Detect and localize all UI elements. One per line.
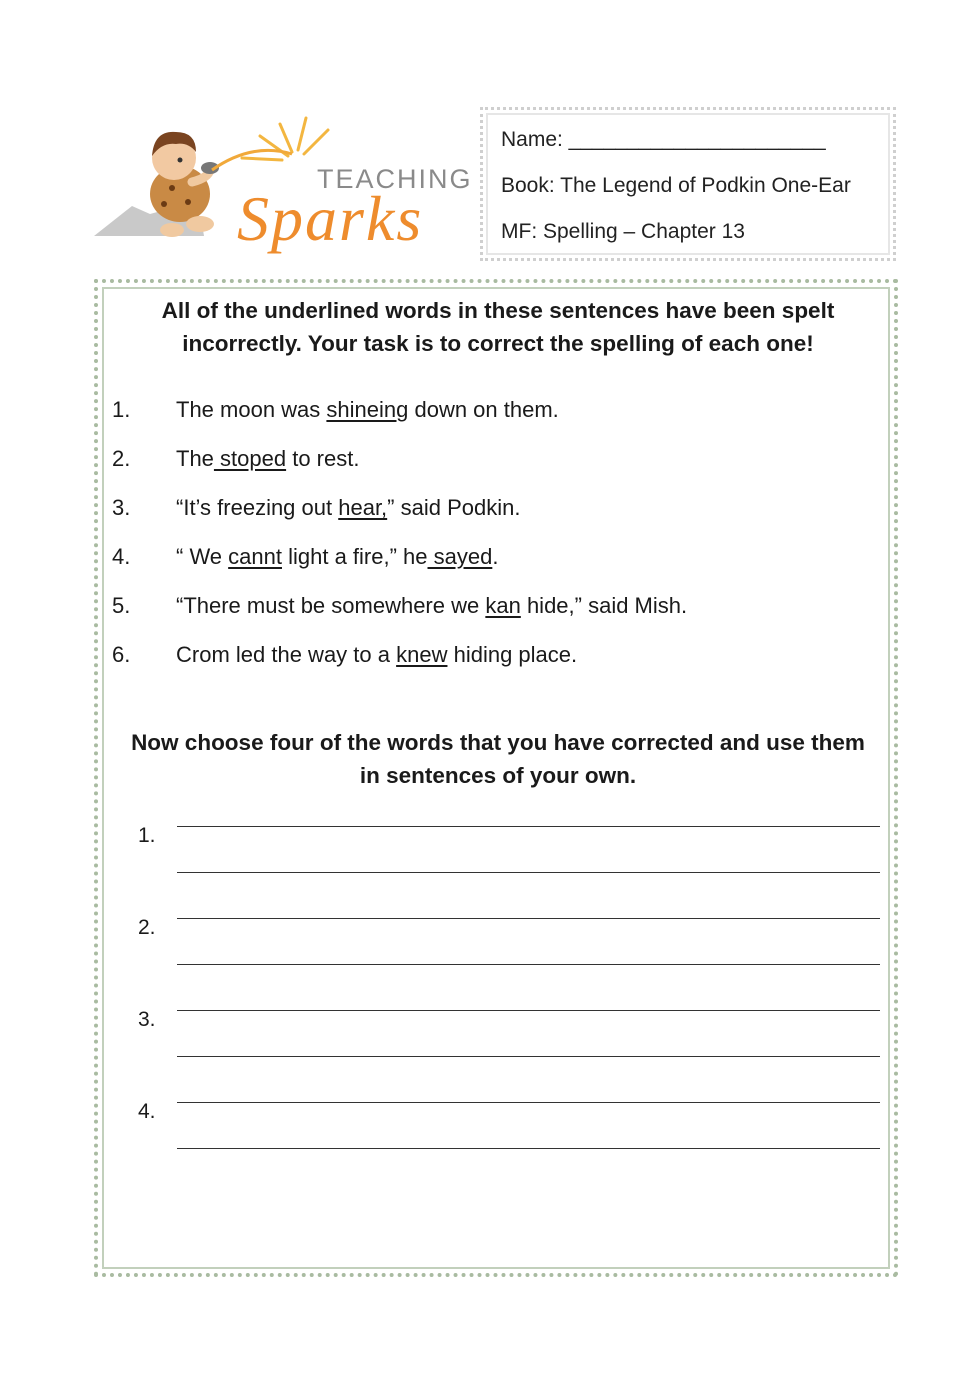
writing-line[interactable] bbox=[177, 1056, 880, 1057]
logo-sparks-text: Sparks bbox=[237, 183, 424, 254]
question-number: 3. bbox=[112, 495, 131, 520]
instructions-part1: All of the underlined words in these sentences have been spelt incorrectly. Your task is to correct the spelling of each one! bbox=[161, 298, 835, 356]
writing-line[interactable] bbox=[177, 918, 880, 919]
writing-line[interactable] bbox=[177, 964, 880, 965]
name-field[interactable]: Name: ______________________ bbox=[501, 128, 826, 151]
misspelled-word: kan bbox=[485, 593, 521, 618]
instructions-part2: Now choose four of the words that you have corrected and use them in sentences of your own. bbox=[131, 730, 865, 788]
writing-number-4: 4. bbox=[138, 1100, 156, 1123]
misspelled-word: hear, bbox=[338, 495, 388, 520]
book-title: Book: The Legend of Podkin One-Ear bbox=[501, 174, 851, 197]
question-text: “ We cannt light a fire,” he sayed. bbox=[176, 544, 499, 569]
worksheet-panel bbox=[94, 279, 898, 1277]
question-number: 1. bbox=[112, 397, 131, 422]
writing-number-2: 2. bbox=[138, 916, 156, 939]
logo-teaching-text: TEACHING bbox=[317, 164, 473, 194]
writing-line[interactable] bbox=[177, 1148, 880, 1149]
question-text: “There must be somewhere we kan hide,” said Mish. bbox=[176, 593, 688, 618]
misspelled-word: cannt bbox=[228, 544, 282, 569]
question-text: The stoped to rest. bbox=[176, 446, 360, 471]
misspelled-word: knew bbox=[396, 642, 448, 667]
question-text: Crom led the way to a knew hiding place. bbox=[176, 642, 578, 667]
teaching-sparks-logo bbox=[92, 112, 473, 262]
writing-line[interactable] bbox=[177, 872, 880, 873]
writing-line[interactable] bbox=[177, 1102, 880, 1103]
misspelled-word: shineing bbox=[326, 397, 409, 422]
question-text: The moon was shineing down on them. bbox=[176, 397, 559, 422]
question-number: 5. bbox=[112, 593, 131, 618]
writing-line[interactable] bbox=[177, 826, 880, 827]
writing-number-1: 1. bbox=[138, 824, 156, 847]
mf-topic: MF: Spelling – Chapter 13 bbox=[501, 220, 745, 243]
misspelled-word: stoped bbox=[213, 446, 287, 471]
question-number: 6. bbox=[112, 642, 131, 667]
question-text: “It’s freezing out hear,” said Podkin. bbox=[176, 495, 521, 520]
question-number: 4. bbox=[112, 544, 131, 569]
misspelled-word: sayed bbox=[427, 544, 493, 569]
student-info-box bbox=[480, 107, 896, 261]
writing-number-3: 3. bbox=[138, 1008, 156, 1031]
writing-line[interactable] bbox=[177, 1010, 880, 1011]
question-number: 2. bbox=[112, 446, 131, 471]
